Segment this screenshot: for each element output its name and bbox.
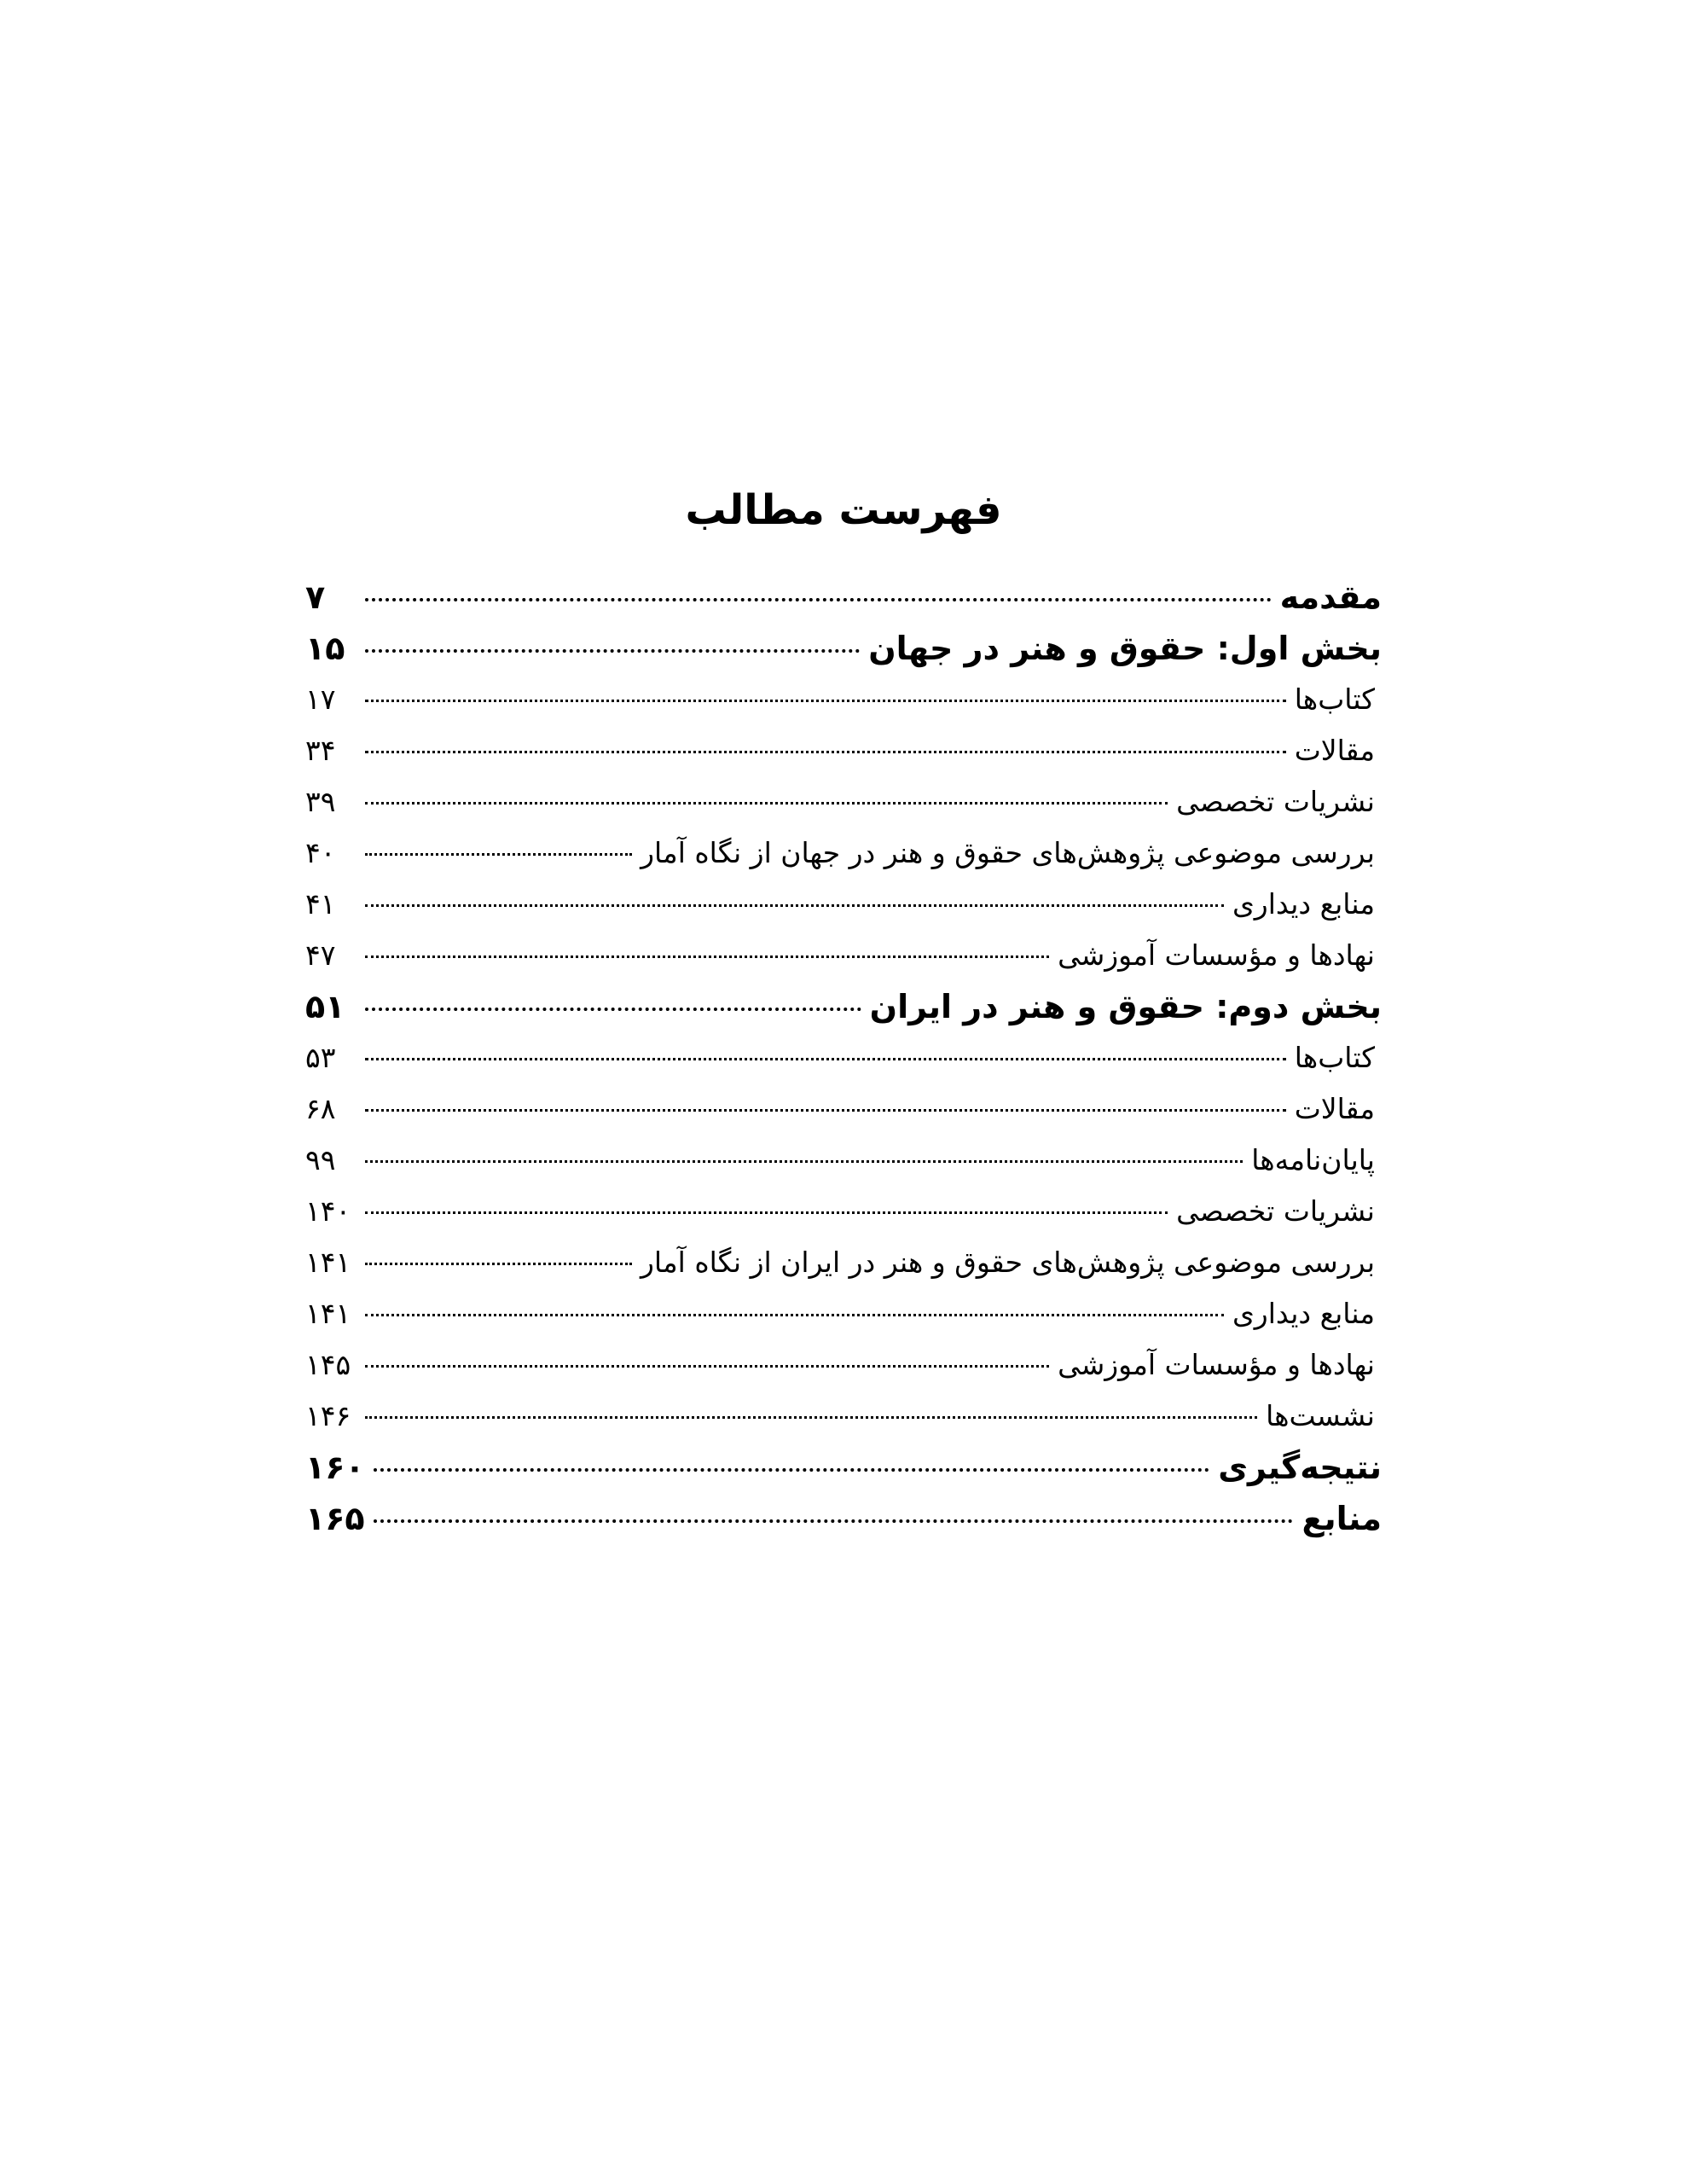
toc-entry-page-number: ۶۸ — [305, 1092, 336, 1125]
dot-leader — [374, 1519, 1294, 1523]
toc-entry-iran-books[interactable] — [305, 1032, 1382, 1083]
toc-entry-world-books[interactable] — [305, 674, 1382, 725]
toc-entry-page-number: ۳۴ — [305, 734, 336, 767]
toc-entry-world-journals[interactable] — [305, 776, 1382, 828]
toc-entry-label: نشریات تخصصی — [1176, 785, 1375, 818]
dot-leader — [365, 1160, 1243, 1163]
toc-entry-page-number: ۵۱ — [305, 988, 345, 1025]
toc-entry-label: کتاب‌ها — [1294, 682, 1375, 716]
dot-leader — [365, 1211, 1168, 1214]
toc-entry-label: نهادها و مؤسسات آموزشی — [1058, 1348, 1375, 1381]
dot-leader — [365, 802, 1168, 804]
dot-leader — [365, 1263, 632, 1265]
toc-entry-iran-visual-sources[interactable] — [305, 1288, 1382, 1339]
toc-entry-label: بررسی موضوعی پژوهش‌های حقوق و هنر در جهان از نگاه آمار — [641, 836, 1375, 869]
toc-entry-iran-institutions[interactable] — [305, 1339, 1382, 1391]
toc-entry-page-number: ۷ — [305, 578, 326, 616]
toc-entry-label: بررسی موضوعی پژوهش‌های حقوق و هنر در ایران از نگاه آمار — [641, 1246, 1375, 1279]
toc-entry-label: بخش اول: حقوق و هنر در جهان — [868, 630, 1382, 667]
toc-entry-page-number: ۵۳ — [305, 1041, 336, 1074]
toc-entry-label: منابع — [1301, 1500, 1382, 1537]
dot-leader — [374, 1468, 1210, 1472]
toc-entry-label: کتاب‌ها — [1294, 1041, 1375, 1074]
dot-leader — [365, 751, 1286, 753]
toc-entry-label: مقالات — [1294, 734, 1375, 767]
toc-entry-introduction[interactable] — [305, 572, 1382, 623]
dot-leader — [365, 1008, 861, 1011]
toc-entry-label: مقدمه — [1279, 578, 1382, 616]
dot-leader — [365, 649, 860, 653]
dot-leader — [365, 1058, 1286, 1060]
toc-entry-page-number: ۱۴۶ — [305, 1399, 351, 1432]
toc-entry-label: منابع دیداری — [1232, 1297, 1375, 1330]
page-title: فهرست مطالب — [685, 486, 1002, 534]
toc-entry-page-number: ۱۷ — [305, 682, 336, 716]
toc-entry-page-number: ۱۶۰ — [305, 1449, 365, 1486]
toc-entry-conclusion[interactable] — [305, 1442, 1382, 1493]
dot-leader — [365, 1109, 1286, 1112]
table-of-contents — [305, 572, 1382, 1544]
toc-entry-page-number: ۱۴۱ — [305, 1297, 351, 1330]
toc-entry-label: نتیجه‌گیری — [1218, 1449, 1382, 1486]
toc-entry-label: نشریات تخصصی — [1176, 1194, 1375, 1228]
toc-entry-page-number: ۱۶۵ — [305, 1500, 365, 1537]
toc-entry-part-one[interactable] — [305, 623, 1382, 674]
toc-entry-label: منابع دیداری — [1232, 887, 1375, 921]
toc-entry-world-articles[interactable] — [305, 725, 1382, 776]
toc-entry-iran-theses[interactable] — [305, 1135, 1382, 1186]
dot-leader — [365, 598, 1272, 601]
dot-leader — [365, 1365, 1049, 1368]
toc-entry-label: نشست‌ها — [1266, 1399, 1375, 1432]
toc-entry-iran-articles[interactable] — [305, 1083, 1382, 1135]
dot-leader — [365, 956, 1049, 958]
toc-entry-world-statistics[interactable] — [305, 828, 1382, 879]
toc-entry-world-institutions[interactable] — [305, 930, 1382, 981]
toc-entry-label: نهادها و مؤسسات آموزشی — [1058, 938, 1375, 972]
toc-entry-page-number: ۱۴۵ — [305, 1348, 351, 1381]
dot-leader — [365, 904, 1224, 907]
toc-entry-iran-statistics[interactable] — [305, 1237, 1382, 1288]
dot-leader — [365, 1416, 1257, 1419]
toc-entry-page-number: ۴۰ — [305, 836, 336, 869]
toc-entry-label: بخش دوم: حقوق و هنر در ایران — [869, 988, 1382, 1025]
toc-entry-page-number: ۳۹ — [305, 785, 336, 818]
toc-entry-iran-journals[interactable] — [305, 1186, 1382, 1237]
toc-entry-page-number: ۴۷ — [305, 938, 336, 972]
toc-entry-page-number: ۴۱ — [305, 887, 336, 921]
toc-entry-world-visual-sources[interactable] — [305, 879, 1382, 930]
toc-entry-page-number: ۱۵ — [305, 630, 345, 667]
dot-leader — [365, 1314, 1224, 1316]
toc-entry-part-two[interactable] — [305, 981, 1382, 1032]
toc-entry-page-number: ۱۴۰ — [305, 1194, 351, 1228]
toc-entry-references[interactable] — [305, 1493, 1382, 1544]
toc-entry-label: مقالات — [1294, 1092, 1375, 1125]
toc-entry-page-number: ۹۹ — [305, 1143, 336, 1176]
toc-entry-iran-seminars[interactable] — [305, 1391, 1382, 1442]
dot-leader — [365, 700, 1286, 702]
toc-entry-page-number: ۱۴۱ — [305, 1246, 351, 1279]
dot-leader — [365, 853, 632, 856]
toc-entry-label: پایان‌نامه‌ها — [1251, 1143, 1375, 1176]
